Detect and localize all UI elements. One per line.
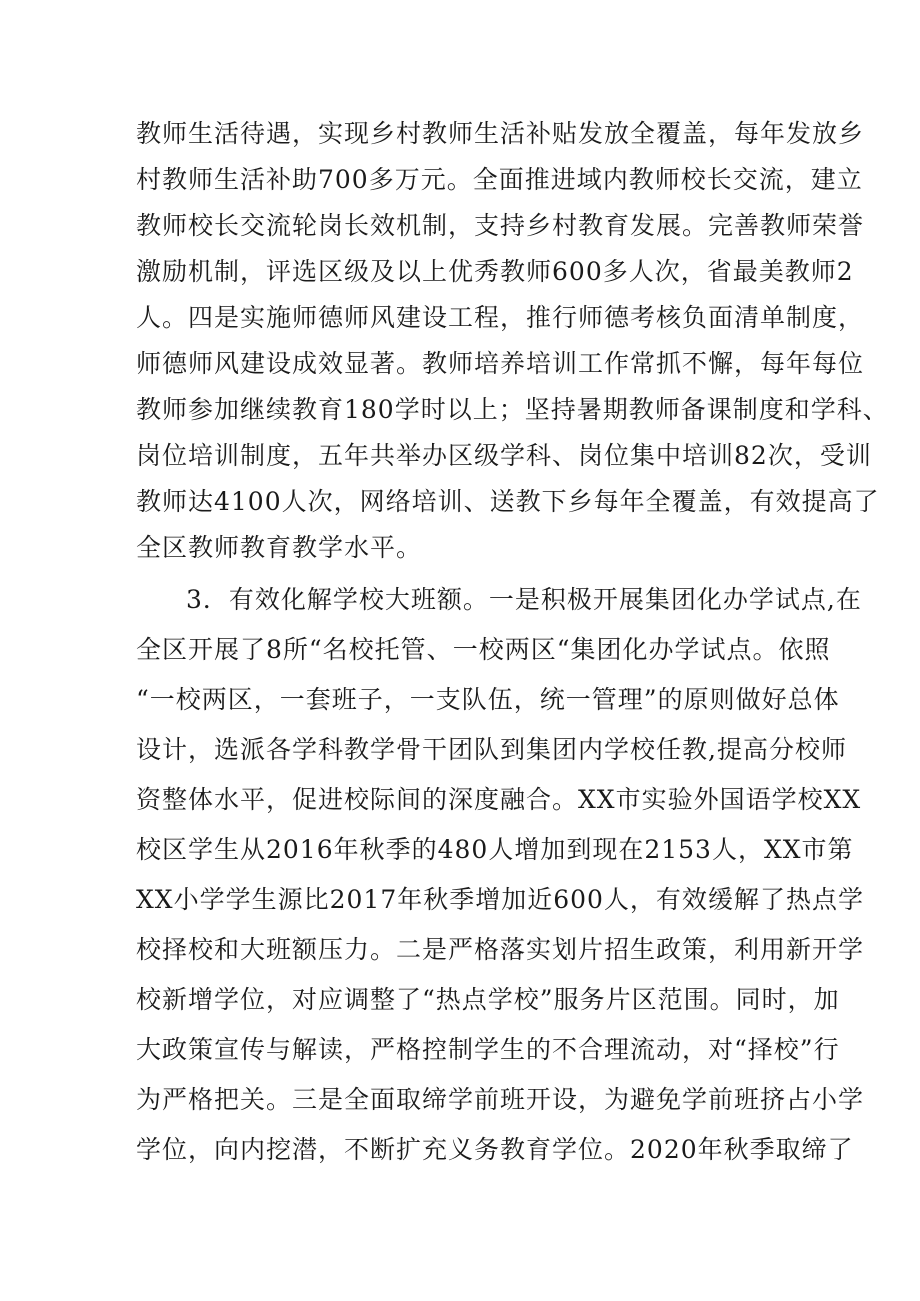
text-line: 设计，选派各学科教学骨干团队到集团内学校任教,提高分校师	[136, 735, 847, 764]
text-line: XX小学学生源比2017年秋季增加近600人，有效缓解了热点学	[136, 885, 864, 914]
text-line: 学位，向内挖潜，不断扩充义务教育学位。2020年秋季取缔了	[136, 1135, 854, 1164]
text-line: 校新增学位，对应调整了“热点学校”服务片区范围。同时，加	[136, 985, 840, 1014]
text-line: “一校两区，一套班子，一支队伍，统一管理”的原则做好总体	[136, 685, 840, 714]
text-line: 人。四是实施师德师风建设工程，推行师德考核负面清单制度，	[136, 303, 865, 332]
text-line: 激励机制，评选区级及以上优秀教师600多人次，省最美教师2	[136, 257, 854, 286]
text-line: 教师达4100人次，网络培训、送教下乡每年全覆盖，有效提高了	[136, 487, 880, 516]
text-line: 全区开展了8所“名校托管、一校两区“集团化办学试点。依照	[136, 635, 831, 664]
text-line: 资整体水平，促进校际间的深度融合。XX市实验外国语学校XX	[136, 785, 862, 814]
text-line: 教师校长交流轮岗长效机制，支持乡村教育发展。完善教师荣誉	[136, 211, 865, 240]
text-line: 为严格把关。三是全面取缔学前班开设，为避免学前班挤占小学	[136, 1085, 865, 1114]
paragraph-first-line: 3．有效化解学校大班额。一是积极开展集团化办学试点,在	[186, 585, 862, 614]
text-line: 岗位培训制度，五年共举办区级学科、岗位集中培训82次，受训	[136, 441, 872, 470]
text-line: 村教师生活补助700多万元。全面推进域内教师校长交流，建立	[136, 165, 863, 194]
text-line: 师德师风建设成效显著。教师培养培训工作常抓不懈，每年每位	[136, 349, 865, 378]
text-line: 大政策宣传与解读，严格控制学生的不合理流动，对“择校”行	[136, 1035, 840, 1064]
text-line: 全区教师教育教学水平。	[136, 533, 423, 562]
text-line: 教师生活待遇，实现乡村教师生活补贴发放全覆盖，每年发放乡	[136, 119, 865, 148]
text-line: 校区学生从2016年秋季的480人增加到现在2153人，XX市第	[136, 835, 854, 864]
text-line: 教师参加继续教育180学时以上；坚持暑期教师备课制度和学科、	[136, 395, 889, 424]
text-line: 校择校和大班额压力。二是严格落实划片招生政策，利用新开学	[136, 935, 865, 964]
